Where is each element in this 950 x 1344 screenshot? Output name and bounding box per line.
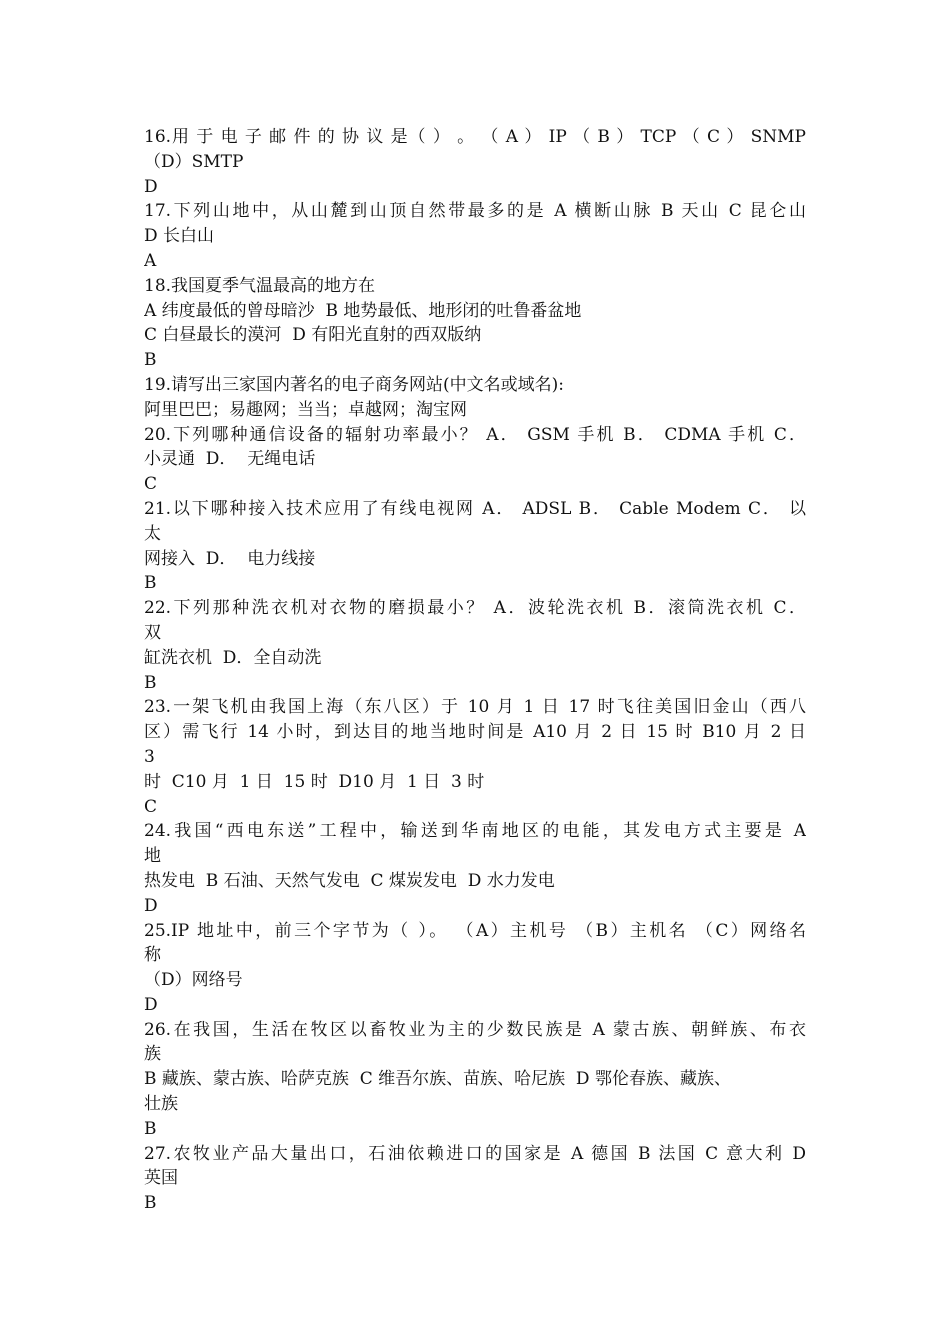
text-line: C — [144, 796, 158, 817]
text-line: D 长白山 — [144, 226, 215, 247]
text-line: 英国 — [144, 1168, 178, 1189]
text-line: （D）网络号 — [144, 970, 243, 991]
text-line: D — [144, 994, 158, 1015]
text-line: 27.农牧业产品大量出口，石油依赖进口的国家是 A 德国 B 法国 C 意大利 D — [144, 1143, 806, 1164]
text-line: 23.一架飞机由我国上海（东八区）于 10 月 1 日 17 时飞往美国旧金山（西八 — [144, 697, 806, 718]
text-line: C — [144, 474, 158, 495]
document-body — [144, 125, 806, 1216]
text-line: 19.请写出三家国内著名的电子商务网站(中文名或域名): — [144, 374, 565, 395]
text-line: D — [144, 176, 158, 197]
text-line: 阿里巴巴；易趣网；当当；卓越网；淘宝网 — [144, 399, 467, 420]
text-line: 18.我国夏季气温最高的地方在 — [144, 275, 376, 296]
text-line: B — [144, 1193, 157, 1214]
text-line: B — [144, 672, 157, 693]
text-line: 17.下列山地中，从山麓到山顶自然带最多的是 A 横断山脉 B 天山 C 昆仑山 — [144, 201, 806, 222]
text-line: 24.我国“西电东送”工程中，输送到华南地区的电能，其发电方式主要是 A — [144, 821, 806, 842]
text-line: 族 — [144, 1044, 161, 1065]
text-line: （D）SMTP — [144, 151, 244, 172]
text-line: 称 — [144, 945, 161, 966]
text-line: 26.在我国，生活在牧区以畜牧业为主的少数民族是 A 蒙古族、朝鲜族、布衣 — [144, 1019, 806, 1040]
text-line: B 藏族、蒙古族、哈萨克族 C 维吾尔族、苗族、哈尼族 D 鄂伦春族、藏族、 — [144, 1069, 731, 1090]
text-line: A — [144, 250, 157, 271]
text-line: D — [144, 895, 158, 916]
text-line: 16.用 于 电 子 邮 件 的 协 议 是（ ） 。 （ A ） IP （ B ） TCP （ C ） SNMP — [144, 127, 806, 147]
text-line: B — [144, 1118, 157, 1139]
text-line: 双 — [144, 622, 161, 643]
text-line: 地 — [144, 846, 161, 867]
text-line: A 纬度最低的曾母暗沙 B 地势最低、地形闭的吐鲁番盆地 — [144, 300, 582, 321]
text-line: 壮族 — [144, 1094, 178, 1115]
text-line: 小灵通 D． 无绳电话 — [144, 449, 316, 470]
text-line: 区）需飞行 14 小时，到达目的地当地时间是 A10 月 2 日 15 时 B10 月 2 日 — [144, 722, 806, 743]
text-line: 网接入 D． 电力线接 — [144, 548, 316, 569]
text-line: 时 C10 月 1 日 15 时 D10 月 1 日 3 时 — [144, 771, 485, 792]
text-line: 22.下列那种洗衣机对衣物的磨损最小？ A．波轮洗衣机 B．滚筒洗衣机 C． — [144, 598, 806, 619]
text-line: 20.下列哪种通信设备的辐射功率最小？ A． GSM 手机 B． CDMA 手机 C． — [144, 424, 806, 445]
text-line: 太 — [144, 523, 161, 544]
text-line: 25.IP 地址中，前三个字节为（ ）。 （A）主机号 （B）主机名 （C）网络名 — [144, 920, 806, 941]
text-line: 21.以下哪种接入技术应用了有线电视网 A． ADSL B． Cable Modem C． 以 — [144, 498, 806, 519]
text-line: B — [144, 573, 157, 594]
text-line: 热发电 B 石油、天然气发电 C 煤炭发电 D 水力发电 — [144, 870, 555, 891]
text-line: 缸洗衣机 D．全自动洗 — [144, 647, 322, 668]
text-line: C 白昼最长的漠河 D 有阳光直射的西双版纳 — [144, 325, 482, 346]
text-line: B — [144, 350, 157, 371]
text-line: 3 — [144, 746, 155, 767]
